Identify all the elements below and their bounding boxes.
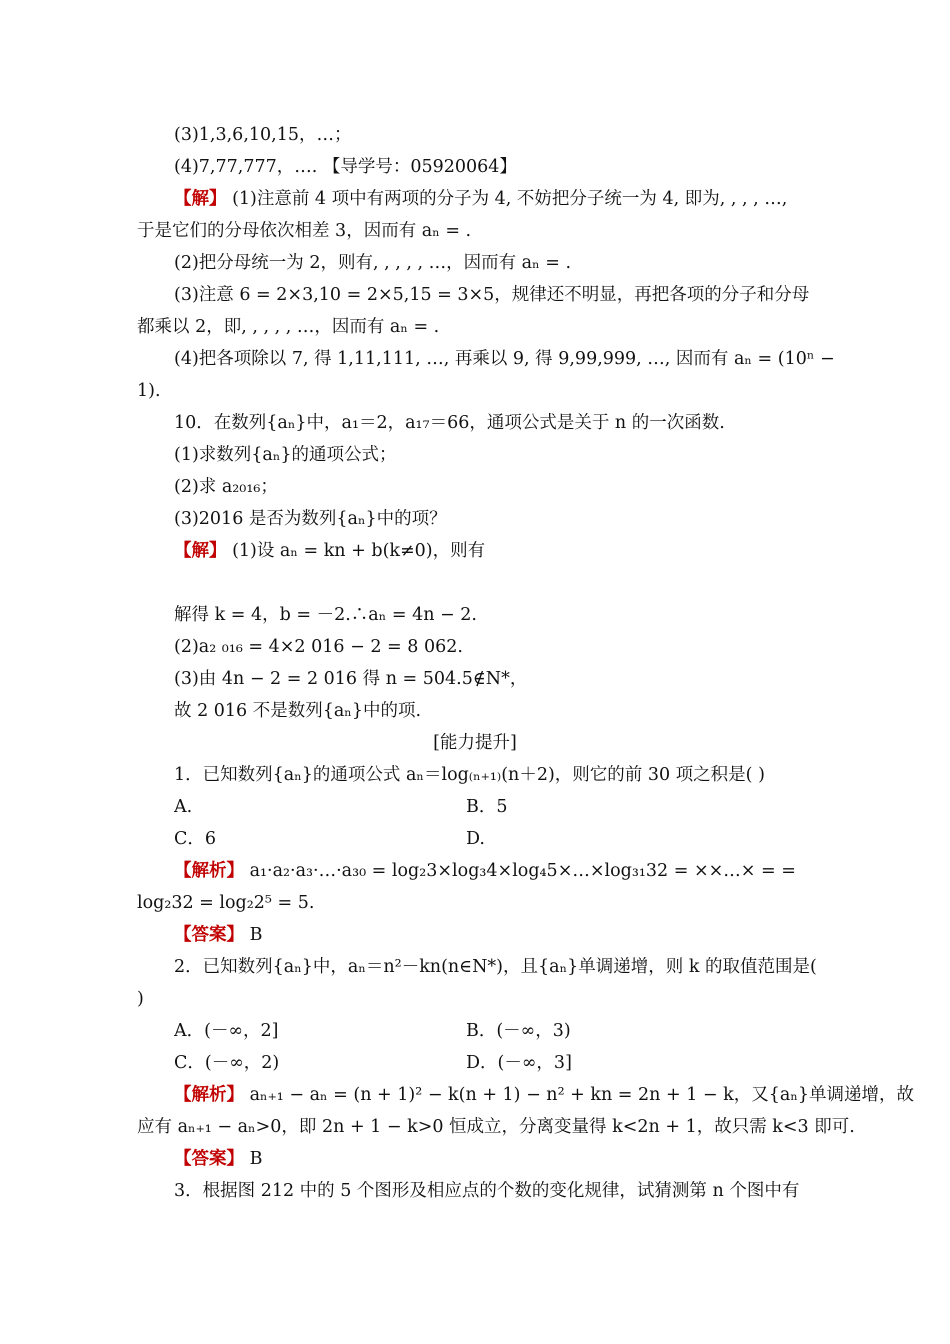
text-line: 1). (137, 381, 161, 401)
option-b: B．(－∞，3) (466, 1021, 571, 1041)
option-a: A．(－∞，2] (174, 1021, 279, 1041)
text-line: (4)把各项除以 7, 得 1,11,111, …, 再乘以 9, 得 9,99,999, …, 因而有 aₙ = (10ⁿ − (174, 349, 835, 369)
answer-tag: 【答案】 (174, 1149, 244, 1169)
answer-line: 【答案】 B (174, 1149, 263, 1169)
text-line: (1)求数列{aₙ}的通项公式； (174, 445, 397, 465)
answer-line: 【答案】 B (174, 925, 263, 945)
text-line: 于是它们的分母依次相差 3，因而有 aₙ = . (137, 221, 472, 241)
answer-tag: 【答案】 (174, 925, 244, 945)
question-2: 2．已知数列{aₙ}中，aₙ＝n²－kn(n∈N*)，且{aₙ}单调递增，则 k 的取值范围是( (174, 957, 817, 977)
text-line: (2)把分母统一为 2，则有, , , , , …，因而有 aₙ = . (174, 253, 572, 273)
text-line: 应有 aₙ₊₁ − aₙ>0，即 2n + 1 − k>0 恒成立，分离变量得 k<2n + 1，故只需 k<3 即可. (137, 1117, 855, 1137)
option-a: A. (174, 797, 193, 817)
analysis-line: 【解析】 aₙ₊₁ − aₙ = (n + 1)² − k(n + 1) − n² + kn = 2n + 1 − k，又{aₙ}单调递增，故 (174, 1085, 915, 1105)
text-line: ) (137, 989, 144, 1009)
question-10: 10．在数列{aₙ}中，a₁＝2，a₁₇＝66，通项公式是关于 n 的一次函数. (174, 413, 725, 433)
option-c: C．6 (174, 829, 217, 849)
solution-tag: 【解】 (174, 541, 227, 561)
text-line: 故 2 016 不是数列{aₙ}中的项. (174, 701, 422, 721)
text-line: (4)7,77,777，…. 【导学号：05920064】 (174, 157, 517, 177)
text-line: (3)由 4n − 2 = 2 016 得 n = 504.5∉N*， (174, 669, 528, 689)
option-d: D．(－∞，3] (466, 1053, 572, 1073)
text-line: log₂32 = log₂2⁵ = 5. (137, 893, 315, 913)
option-b: B．5 (466, 797, 508, 817)
solution-tag: 【解】 (174, 189, 227, 209)
text-line: (3)1,3,6,10,15，…； (174, 125, 352, 145)
text-line: (3)注意 6 = 2×3,10 = 2×5,15 = 3×5，规律还不明显，再把各项的分子和分母 (174, 285, 810, 305)
text-line: 解得 k = 4，b = －2.∴aₙ = 4n − 2. (174, 605, 477, 625)
analysis-tag: 【解析】 (174, 1085, 244, 1105)
analysis-tag: 【解析】 (174, 861, 244, 881)
solution-line: 【解】 (1)注意前 4 项中有两项的分子为 4, 不妨把分子统一为 4, 即为, , , , …, (174, 189, 788, 209)
question-1: 1．已知数列{aₙ}的通项公式 aₙ＝log₍ₙ₊₁₎(n＋2)，则它的前 30 项之积是( ) (174, 765, 765, 785)
option-c: C．(－∞，2) (174, 1053, 280, 1073)
section-heading: [能力提升] (433, 733, 517, 753)
analysis-line: 【解析】 a₁·a₂·a₃·…·a₃₀ = log₂3×log₃4×log₄5×…×log₃₁32 = ××…× = = (174, 861, 796, 881)
solution-line: 【解】 (1)设 aₙ = kn + b(k≠0)，则有 (174, 541, 486, 561)
text-line: (2)a₂ ₀₁₆ = 4×2 016 − 2 = 8 062. (174, 637, 463, 657)
text-line: (2)求 a₂₀₁₆； (174, 477, 278, 497)
text-line: (3)2016 是否为数列{aₙ}中的项？ (174, 509, 447, 529)
text-line: 都乘以 2，即, , , , , …，因而有 aₙ = . (137, 317, 440, 337)
option-d: D. (466, 829, 485, 849)
question-3: 3．根据图 212 中的 5 个图形及相应点的个数的变化规律，试猜测第 n 个图中有 (174, 1181, 800, 1201)
